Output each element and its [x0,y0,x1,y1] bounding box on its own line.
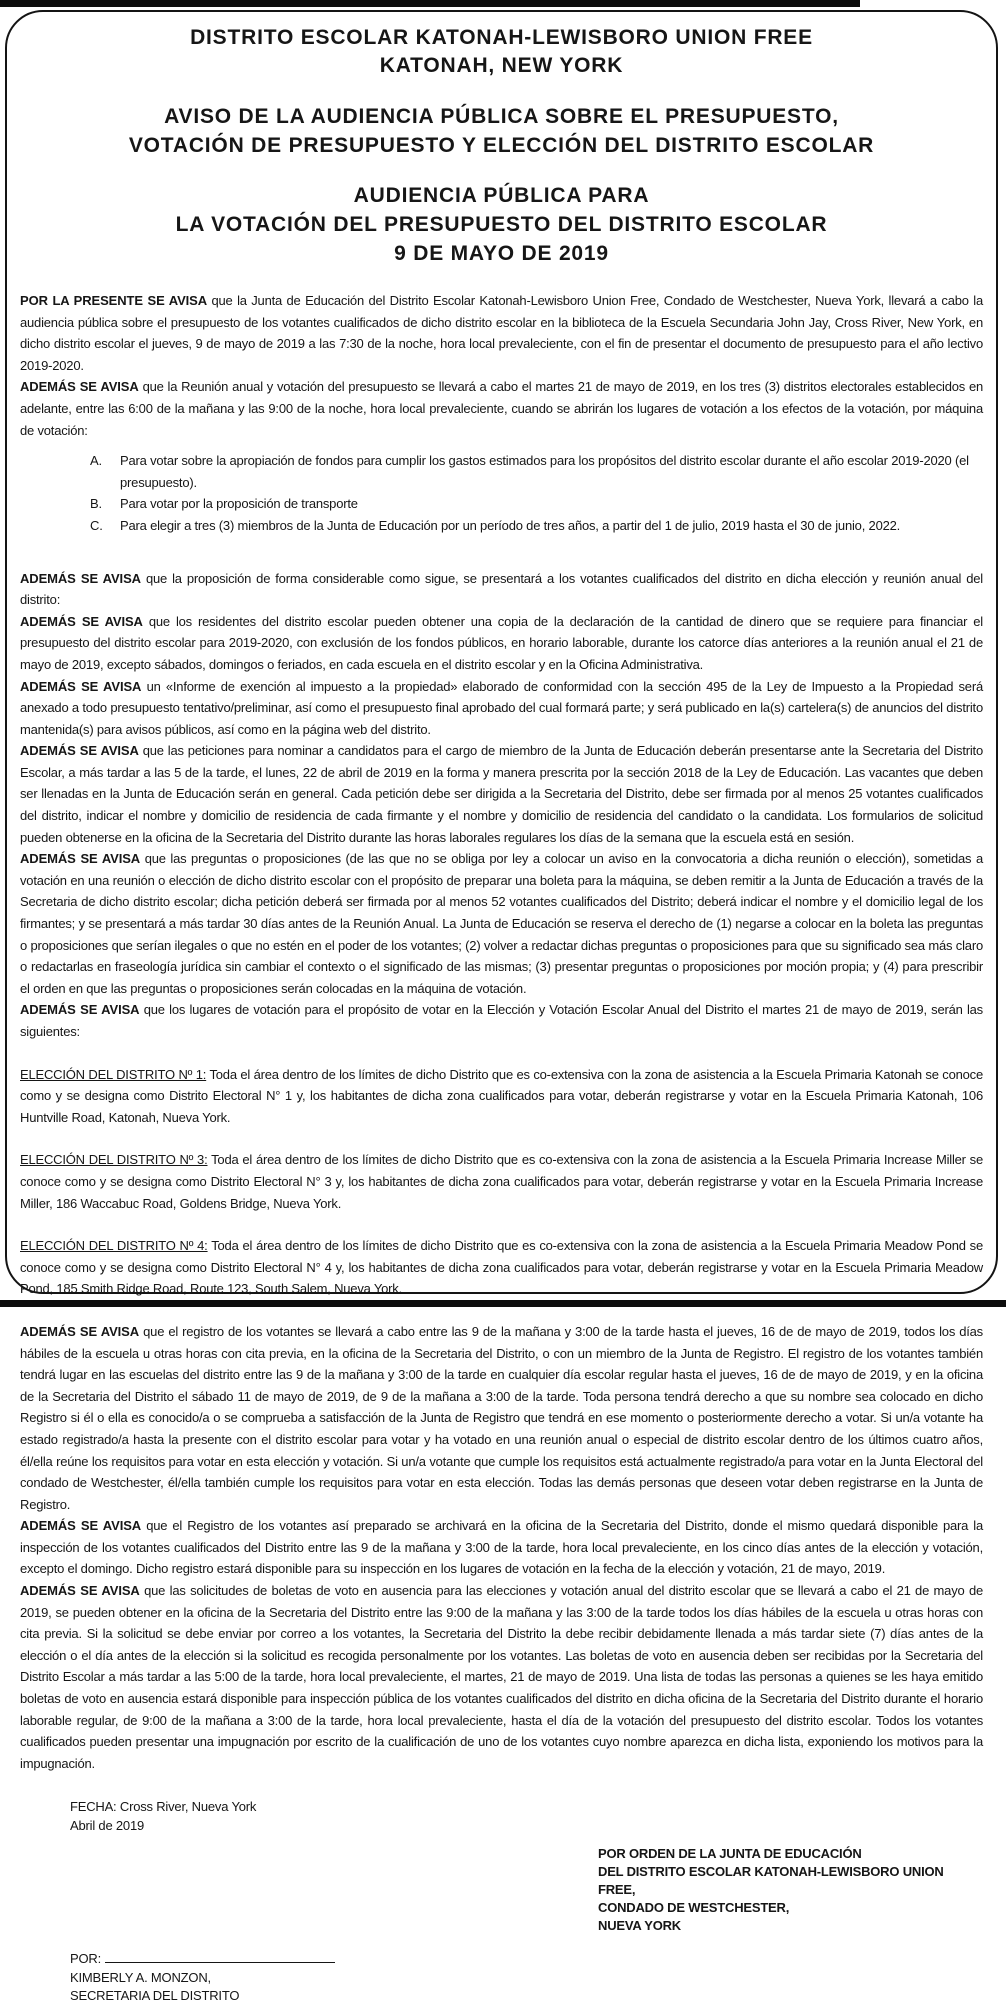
list-item-marker: C. [90,517,103,533]
notice-paragraph [20,848,983,999]
list-item [90,515,983,537]
ballot-propositions-list [90,450,983,536]
list-item-marker: A. [90,453,102,469]
district-text: Toda el área dentro de los límites de dicho Distrito que es co-extensiva con la zona de asistencia a la Escuela Primaria Increase Miller se conoce como y se designa como Distrito Electoral N° 3 y, los habitantes de dicha zona cualificados para votar, deberán registrarse y votar en la Escuela Primaria Increase Miller, 186 Waccabuc Road, Goldens Bridge, Nueva York. [20,1152,983,1211]
district-heading: ELECCIÓN DEL DISTRITO Nº 4: [20,1238,208,1254]
paragraph-lead: ADEMÁS SE AVISA [20,851,141,867]
notice-paragraph [20,611,983,676]
notice-paragraph [20,676,983,741]
signatory-title: SECRETARIA DEL DISTRITO [70,1988,240,2004]
paragraph-text: que la proposición de forma considerable como sigue, se presentará a los votantes cualificados del distrito en dicha elección y reunión anual del distrito: [20,570,983,608]
paragraph-lead: ADEMÁS SE AVISA [20,379,139,395]
signatory-name: KIMBERLY A. MONZON, [70,1969,211,1985]
paragraph-lead: ADEMÁS SE AVISA [20,1583,140,1599]
paragraph-lead: ADEMÁS SE AVISA [20,743,139,759]
hearing-title [20,181,983,268]
signature-block [70,1950,983,2006]
notice-paragraph [20,1321,983,1515]
dateline-month: Abril de 2019 [70,1817,145,1833]
paragraph-lead: ADEMÁS SE AVISA [20,613,143,629]
district-heading: ELECCIÓN DEL DISTRITO Nº 1: [20,1066,207,1082]
paragraph-lead: ADEMÁS SE AVISA [20,678,142,694]
paragraph-text: que las solicitudes de boletas de voto en ausencia para las elecciones y votación anual del distrito escolar que se llevará a cabo el 21 de mayo de 2019, se pueden obtener en la oficina de la Secretaria del Distrito entre las 9:00 de la mañana y las 3:00 de la tarde todos los días hábiles de la escuela u otras horas con cita previa. Si la solicitud se debe enviar por correo a los votantes, la Secretaria del Distrito la debe recibir debidamente llenada a más tardar siete (7) días antes de la elección o el día antes de la elección si la solicitud es recogida personalmente por los votantes. Las boletas de voto en ausencia deben ser recibidas por la Secretaria del Distrito Escolar a más tardar a las 5:00 de la tarde, hora local prevaleciente, el martes, 21 de mayo de 2019. Una lista de todas las personas a quienes se les haya emitido boletas de voto en ausencia estará disponible para inspección pública de los votantes cualificados del distrito en dicha oficina de la Secretaria del Distrito durante el horario laborable regular, de 9:00 de la mañana a 3:00 de la tarde, hora local prevaleciente, hasta el día de la votación del presupuesto del distrito escolar. Todos los votantes cualificados pueden presentar una impugnación por escrito de la cualificación de uno de los votantes cuyo nombre aparezca en dicha lista, exponiendo los motivos para la impugnación. [20,1583,984,1771]
paragraph-text: que las peticiones para nominar a candidatos para el cargo de miembro de la Junta de Educación deberán presentarse ante la Secretaria del Distrito Escolar, a más tardar a las 5 de la tarde, el lunes, 22 de abril de 2019 en la forma y manera prescrita por la sección 2018 de la Ley de Educación. Las vacantes que deben ser llenadas en la Junta de Educación serán en general. Cada petición debe ser dirigida a la Secretaria del Distrito, debe ser firmada por al menos 25 votantes cualificados del distrito, indicar el nombre y domicilio de residencia de cada firmante y el nombre y domicilio de residencia del candidato o la candidata. Los formularios de solicitud pueden obtenerse en la oficina de la Secretaria del Distrito durante las horas laborales regulares los días de la semana que la escuela está en sesión. [20,743,983,845]
notice-title-line1: AVISO DE LA AUDIENCIA PÚBLICA SOBRE EL PRESUPUESTO, [164,105,839,128]
district-paragraph [20,1235,983,1300]
list-item [90,493,983,515]
hearing-title-line3: 9 DE MAYO DE 2019 [394,242,609,265]
district-title-line2: KATONAH, NEW YORK [379,54,624,77]
board-order-block [598,1845,983,1935]
paragraph-text: que el registro de los votantes se llevará a cabo entre las 9 de la mañana y 3:00 de la tarde hasta el jueves, 16 de de mayo de 2019, todos los días hábiles de la escuela u otras horas con cita previa, en la oficina de la Secretaria del Distrito, o con un miembro de la Junta de Registro. El registro de los votantes también tendrá lugar en las escuelas del distrito entre las 9 de la mañana y 3:00 de la tarde en cualquier día escolar regular hasta el jueves, 16 de de mayo de 2019, y en la oficina de la Secretaria del Distrito el sábado 11 de mayo de 2019, de 9 de la mañana a 3:00 de la tarde. Toda persona tendrá derecho a que su nombre sea colocado en dicho Registro si él o ella es conocido/a o se comprueba a satisfacción de la Junta de Registro que tendrá en ese momento o posteriormente derecho a votar. Si un/a votante ha estado registrado/a hasta la presente con el distrito escolar para votar y ha votado en una reunión anual o especial de distrito escolar dentro de los últimos cuatro años, él/ella reúne los requisitos para votar en esta elección y votación. Si un/a votante que cumple los requisitos está actualmente registrado/a para votar en la Junta Electoral del condado de Westchester, él/ella también cumple los requisitos para votar en esta elección. Todas las demás personas que deseen votar deben registrarse en la Junta de Registro. [20,1323,983,1512]
board-order-line4: NUEVA YORK [598,1918,681,1934]
dateline-place: FECHA: Cross River, Nueva York [70,1799,257,1815]
notice-title-line2: VOTACIÓN DE PRESUPUESTO Y ELECCIÓN DEL DISTRITO ESCOLAR [128,134,875,157]
top-page-rule [0,0,860,7]
list-item-text: Para elegir a tres (3) miembros de la Junta de Educación por un período de tres años, a partir del 1 de julio, 2019 hasta el 30 de junio, 2022. [120,517,901,533]
spacer [20,547,983,568]
board-order-line1: POR ORDEN DE LA JUNTA DE EDUCACIÓN [598,1846,862,1862]
notice-paragraph [20,999,983,1042]
paragraph-lead: ADEMÁS SE AVISA [20,1002,140,1018]
signature-line [70,1950,983,1969]
paragraph-lead: ADEMÁS SE AVISA [20,1518,142,1534]
intro-paragraph [20,290,983,376]
paragraph-text: que el Registro de los votantes así preparado se archivará en la oficina de la Secretaria del Distrito, donde el mismo quedará disponible para la inspección de los votantes cualificados del Distrito entre las 9 de la mañana y 3:00 de la tarde, hora local prevaleciente, en los cinco días antes de la elección y votación, excepto el domingo. Dicho registro estará disponible para su inspección en los lugares de votación en la fecha de la elección y votación, 21 de mayo, 2019. [20,1518,983,1577]
district-title [20,24,983,80]
board-order-line3: CONDADO DE WESTCHESTER, [598,1900,790,1916]
legal-notice-frame [5,10,998,2004]
paragraph-text: un «Informe de exención al impuesto a la propiedad» elaborado de conformidad con la sección 495 de la Ley de Impuesto a la Propiedad será anexado a todo presupuesto tentativo/preliminar, así como el presupuesto final aprobado del cual formará parte; y será publicado en la(s) cartelera(s) de anuncios del distrito mantenida(s) para avisos públicos, así como en la página web del distrito. [20,678,983,737]
signature-label: POR: [70,1951,101,1967]
list-item [90,450,983,493]
board-order-line2: DEL DISTRITO ESCOLAR KATONAH-LEWISBORO UNION FREE, [598,1864,944,1898]
notice-title [20,102,983,160]
paragraph-lead: ADEMÁS SE AVISA [20,570,141,586]
district-heading: ELECCIÓN DEL DISTRITO Nº 3: [20,1152,208,1168]
district-text: Toda el área dentro de los límites de dicho Distrito que es co-extensiva con la zona de asistencia a la Escuela Primaria Meadow Pond se conoce como y se designa como Distrito Electoral N° 4 y, los habitantes de dicha zona cualificados para votar, deberán registrarse y votar en la Escuela Primaria Meadow Pond, 185 Smith Ridge Road, Route 123, South Salem, Nueva York. [20,1238,983,1297]
paragraph-lead: ADEMÁS SE AVISA [20,1323,140,1339]
paragraph-text: que las preguntas o proposiciones (de las que no se obliga por ley a colocar un aviso en la convocatoria a dicha reunión o elección), sometidas a votación en una reunión o elección de dicho distrito escolar con el propósito de preparar una boleta para la máquina, se deben remitir a la Junta de Educación a través de la Secretaria de dicho distrito escolar; dicha petición deberá ser firmada por al menos 52 votantes cualificados del Distrito; deberá indicar el nombre y el domicilio legal de los firmantes; y se presentará a más tardar 30 días antes de la Reunión Anual. La Junta de Educación se reserva el derecho de (1) negarse a colocar en la boleta las preguntas o proposiciones que serían ilegales o que no estén en el poder de los votantes; (2) volver a redactar dichas preguntas o proposiciones para que su significado sea más claro o redactarlas en fraseología jurídica sin cambiar el contexto o el significado de las mismas; (3) presentar preguntas o proposiciones por moción propia; y (4) para prescribir el orden en que las preguntas o proposiciones serán colocadas en la máquina de votación. [20,851,984,996]
paragraph-text: que la Junta de Educación del Distrito Escolar Katonah-Lewisboro Union Free, Condado de Westchester, Nueva York, llevará a cabo la audiencia pública sobre el presupuesto de los votantes cualificados de dicho distrito escolar en la biblioteca de la Escuela Secundaria John Jay, Cross River, New York, en dicho distrito escolar el jueves, 9 de mayo de 2019 a las 7:30 de la noche, hora local prevaleciente, con el fin de presentar el documento de presupuesto para el año lectivo 2019-2020. [20,293,984,373]
paragraph-text: que la Reunión anual y votación del presupuesto se llevará a cabo el martes 21 de mayo de 2019, en los tres (3) distritos electorales establecidos en adelante, entre las 6:00 de la mañana y las 9:00 de la noche, hora local prevaleciente, cuando se abrirán los lugares de votación a los efectos de la votación, por máquina de votación: [20,379,984,438]
district-title-line1: DISTRITO ESCOLAR KATONAH-LEWISBORO UNION FREE [190,26,813,49]
intro-paragraph [20,376,983,441]
notice-paragraph [20,740,983,848]
district-paragraph [20,1149,983,1214]
notice-paragraph [20,568,983,611]
list-item-text: Para votar sobre la apropiación de fondos para cumplir los gastos estimados para los propósitos del distrito escolar durante el año escolar 2019-2020 (el presupuesto). [120,453,969,490]
notice-paragraph [20,1515,983,1580]
dateline [70,1798,983,1835]
paragraph-lead: POR LA PRESENTE SE AVISA [20,293,208,308]
list-item-marker: B. [90,496,102,512]
spacer [20,1300,983,1321]
signature-rule [105,1951,335,1963]
paragraph-text: que los residentes del distrito escolar pueden obtener una copia de la declaración de la cantidad de dinero que se requiere para financiar el presupuesto del distrito escolar para 2019-2020, con exclusión de los fondos públicos, en horario laborable, durante los catorce días anteriores a la reunión anual el 21 de mayo de 2019, excepto sábados, domingos o feriados, en cada escuela en el distrito escolar y en la Oficina Administrativa. [20,613,983,672]
hearing-title-line2: LA VOTACIÓN DEL PRESUPUESTO DEL DISTRITO ESCOLAR [175,213,828,236]
paragraph-text: que los lugares de votación para el propósito de votar en la Elección y Votación Escolar Anual del Distrito el martes 21 de mayo de 2019, serán las siguientes: [20,1002,983,1039]
notice-paragraph [20,1580,983,1774]
notice-body [20,290,983,2006]
hearing-title-line1: AUDIENCIA PÚBLICA PARA [353,184,650,207]
list-item-text: Para votar por la proposición de transporte [120,496,358,512]
district-paragraph [20,1064,983,1129]
district-text: Toda el área dentro de los límites de dicho Distrito que es co-extensiva con la zona de asistencia a la Escuela Primaria Katonah se conoce como y se designa como Distrito Electoral N° 1 y, los habitantes de dicha zona cualificados para votar, deberán registrarse y votar en la Escuela Primaria Katonah, 106 Huntville Road, Katonah, Nueva York. [20,1066,983,1125]
